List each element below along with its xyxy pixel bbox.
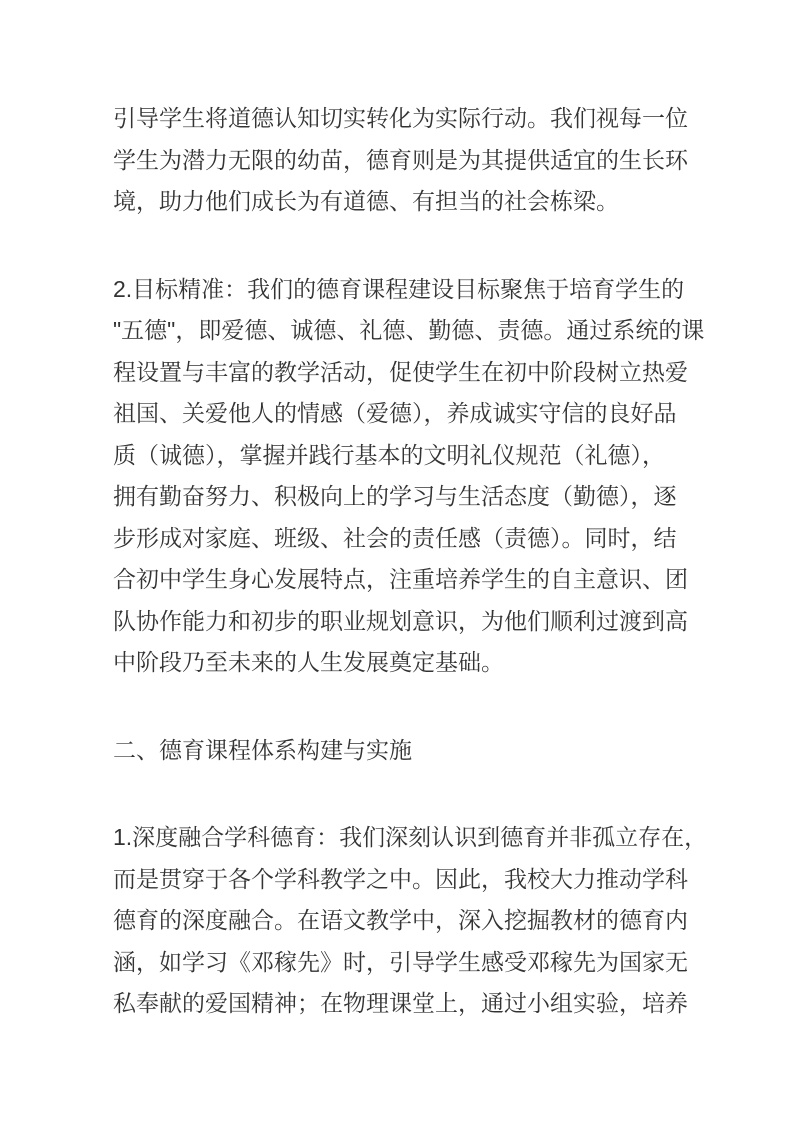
text-line: 二、德育课程体系构建与实施 (113, 736, 412, 763)
paragraph-goal-precision (113, 269, 713, 684)
text-line: "五德"，即爱德、诚德、礼德、勤德、责德。通过系统的课 (113, 317, 705, 343)
text-line: 学生为潜力无限的幼苗，德育则是为其提供适宜的生长环 (113, 146, 688, 173)
text-line: 而是贯穿于各个学科教学之中。因此，我校大力推动学科 (113, 865, 688, 892)
text-line: 合初中学生身心发展特点，注重培养学生的自主意识、团 (113, 566, 688, 592)
text-line: 祖国、关爱他人的情感（爱德），养成诚实守信的良好品 (113, 400, 677, 426)
text-line: 涵，如学习《邓稼先》时，引导学生感受邓稼先为国家无 (113, 948, 688, 975)
section-heading-2 (113, 730, 713, 772)
text-line: 拥有勤奋努力、积极向上的学习与生活态度（勤德），逐 (113, 483, 677, 509)
text-line: 程设置与丰富的教学活动，促使学生在初中阶段树立热爱 (113, 358, 688, 385)
text-line: 德育的深度融合。在语文教学中，深入挖掘教材的德育内 (113, 907, 688, 933)
text-line: 队协作能力和初步的职业规划意识，为他们顺利过渡到高 (113, 607, 688, 634)
text-line: 中阶段乃至未来的人生发展奠定基础。 (113, 649, 504, 675)
document-body (113, 98, 713, 1071)
text-line: 私奉献的爱国精神；在物理课堂上，通过小组实验，培养 (113, 990, 688, 1016)
text-line: 质（诚德），掌握并践行基本的文明礼仪规范（礼德）， (113, 441, 665, 468)
paragraph-subject-integration (113, 817, 713, 1025)
paragraph-intro-tail (113, 98, 713, 223)
text-line: 境，助力他们成长为有道德、有担当的社会栋梁。 (113, 188, 619, 214)
text-line: 引导学生将道德认知切实转化为实际行动。我们视每一位 (113, 105, 688, 131)
text-line: 1.深度融合学科德育：我们深刻认识到德育并非孤立存在， (113, 824, 708, 850)
text-line: 2.目标精准：我们的德育课程建设目标聚焦于培育学生的 (113, 275, 685, 302)
text-line: 步形成对家庭、班级、社会的责任感（责德）。同时，结 (113, 524, 677, 551)
